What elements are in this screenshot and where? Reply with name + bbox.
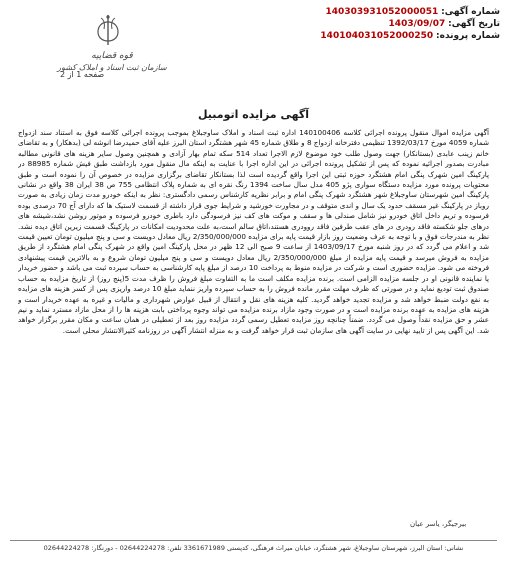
meta-value: 1403/09/07: [388, 19, 446, 29]
organization-name: [22, 50, 202, 74]
meta-notice-date: [300, 18, 500, 30]
meta-label: شماره پرونده:: [436, 31, 500, 41]
page-number: صفحه 1 از 2: [60, 70, 105, 79]
notice-title: آگهی مزایده اتومبیل: [197, 108, 310, 121]
meta-value: 140303931052000051: [325, 7, 439, 17]
notice-meta: [300, 6, 500, 42]
footer-address: نشانی: استان البرز، شهرستان ساوجبلاغ، شهر هشتگرد، خیابان میراث فرهنگی، کدپستی 3361671989 تلفن: 02644224278 - دورنگار: 02644224278: [43, 544, 464, 552]
meta-notice-number: [300, 6, 500, 18]
footer-divider: [10, 540, 497, 541]
meta-label: شماره آگهی:: [441, 7, 500, 17]
signature: بیرجیگر، یاسر عیان: [410, 520, 467, 528]
org-line-2: سازمان ثبت اسناد و املاک کشور: [57, 63, 167, 72]
meta-label: تاریخ آگهی:: [448, 19, 500, 29]
meta-value: 140104031052000250: [320, 31, 434, 41]
notice-body: آگهی مزایده اموال منقول پرونده اجرائی کلاسه 140100406 اداره ثبت اسناد و املاک ساوجبلاغ بموجب پرونده اجرائی کلاسه فوق به استناد سند ازدواج شماره 4059 مورخ 1392/03/17 تنظیمی دفترخانه ازدواج 8 و طلاق شماره 45 شهر هشتگرد استان البرز علیه آقای حمیدرضا انوشه لی (بدهکار) و به تقاضای خانم زینب عابدی (بستانکار) جهت وصول طلب خود موضوع لازم الاجرا تعداد 514 سکه تمام بهار آزادی و همچنین وصول سایر هزینه های قانونی مطالبه مبادرت بصدور اجرائیه نموده که پس از تشکیل پرونده اجرائی در این اداره اجرا با عنایت به اینکه مال منقول مورد بازداشت طبق فیش شماره 88985 در پارکینگ امین شهرک پنگی امام هشتگرد حوزه ثبتی این اجرا واقع گردیده است لذا بستانکار تقاضای برگزاری مزایده در خصوص آن را نموده است و طبق محتویات پرونده مورد مزایده دستگاه سواری پژو 405 مدل سال ساخت 1394 رنگ نقره ای به شماره پلاک انتظامی 755 ص 38 ایران 38 واقع در نشانی پارکینگ امین شهرستان ساوجبلاغ شهر هشتگرد شهرک پنگی امام و برابر نظریه کارشناس رسمی دادگستری: نظر به اینکه خودرو مدت زمان زیادی به صورت روباز در پارکینگ غیر مسقف حدود یک سال و اندی متوقف و در مجاورت خورشید و شرایط جوی قرار داشته از قسمت لاستیک ها که دارای آج 70 درصدی بوده فرسوده و تریم داخل اتاق خودرو نیز شامل صندلی ها و سقف و موکت های کف نیز فرسودگی دارد باطری خودرو فرسوده و موتور روشن نشد،شیشه های درهای جلو شکسته فاقد رودری در های عقب طرفین فاقد روودری هستند،اتاق سالم است،به علت محدودیت امکانات در پارکینگ قسمت زیرین اتاق دیده نشد. نظر به مندرجات فوق و با توجه به عرف وضعیت روز بازار قیمت پایه برای مزایده 2/350/000/000 ریال معادل دویست و سی و پنج میلیون تومان تعیین قیمت شد و اعلام می گردد که در روز شنبه مورخ 1403/09/17 از ساعت 9 صبح الی 12 ظهر در محل پارکینگ امین واقع در شهرک پنگی امام هشتگرد از طریق مزایده به فروش میرسد و قیمت پایه مزایده از مبلغ 2/350/000/000 ریال معادل دویست و سی و پنج میلیون تومان شروع و به بالاترین قیمت پیشنهادی فروخته می شود. مزایده حضوری است و شرکت در مزایده منوط به پرداخت 10 درصد از مبلغ پایه کارشناسی به حساب سپرده ثبت می باشد و حضور خریدار یا نماینده قانونی او در جلسه مزایده الزامی است. برنده مزایده مکلف است ما به التفاوت مبلغ فروش را ظرف مدت 5(پنج روز) از تاریخ مزایده به حساب صندوق ثبت تودیع نماید و در صورتی که ظرف مهلت مقرر مانده فروش را به حساب سپرده واریز ننماید مبلغ 10 درصد واریزی پس از کسر هزینه های مزایده به نفع دولت ضبط خواهد شد و مزایده تجدید خواهد گردید. کلیه هزینه های نقل و انتقال از قبیل عوارض شهرداری و مالیات و غیره به عهده خریدار است و هزینه های مزایده به عهده برنده مزایده است و در صورت وجود مازاد برنده مزایده می تواند وجوه پرداختی بابت هزینه ها را از محل مازاد مسترد نماید و نیم عشر و حق مزایده نقداً وصول می گردد. ضمناً چنانچه روز مزایده تعطیل رسمی گردد مزایده روز بعد از تعطیلی در همان ساعت و مکان مقرر برگزار خواهد شد. این آگهی پس از تایید نهایی در سایت آگهی های سازمان ثبت قرار خواهد گرفت و به منزله انتشار آگهی در روزنامه کثیرالانتشار محلی است.: [18, 128, 489, 335]
judiciary-emblem-icon: [92, 12, 124, 48]
org-line-1: قوه قضاییه: [91, 51, 133, 61]
meta-case-number: [300, 30, 500, 42]
